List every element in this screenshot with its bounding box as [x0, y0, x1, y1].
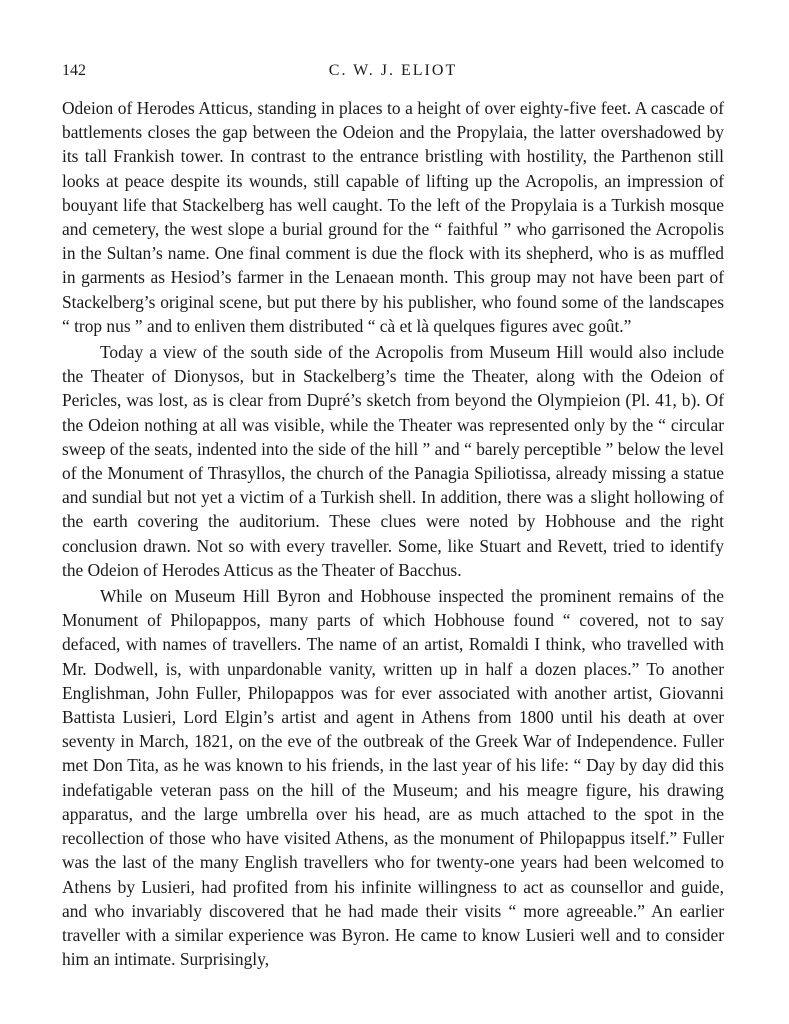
body-text — [62, 96, 724, 971]
document-page — [62, 60, 724, 971]
paragraph-continued: Odeion of Herodes Atticus, standing in places to a height of over eighty-five feet. A cascade of battlements closes the gap between the Odeion and the Propylaia, the latter overshadowed by its tall Frankish tower. In contrast to the entrance bristling with hostility, the Parthenon still looks at peace despite its wounds, still capable of lifting up the Acropolis, an impression of bouyant life that Stackelberg has well caught. To the left of the Propylaia is a Turkish mosque and cemetery, the west slope a burial ground for the “ faithful ” who garrisoned the Acropolis in the Sultan’s name. One final comment is due the flock with its shepherd, who is as muffled in garments as Hesiod’s farmer in the Lenaean month. This group may not have been part of Stackelberg’s original scene, but put there by his publisher, who found some of the landscapes “ trop nus ” and to enliven them distributed “ cà et là quelques figures avec goût.” — [62, 98, 724, 336]
paragraph: While on Museum Hill Byron and Hobhouse inspected the prominent remains of the Monument of Philopappos, many parts of which Hobhouse found “ covered, not to say defaced, with names of travellers. The name of an artist, Romaldi I think, who travelled with Mr. Dodwell, is, with unpardonable vanity, written up in half a dozen places.” To another Englishman, John Fuller, Philopappos was for ever associated with another artist, Giovanni Battista Lusieri, Lord Elgin’s artist and agent in Athens from 1800 until his death at over seventy in March, 1821, on the eve of the outbreak of the Greek War of Independence. Fuller met Don Tita, as he was known to his friends, in the last year of his life: “ Day by day did this indefatigable veteran pass on the hill of the Museum; and his meagre figure, his drawing apparatus, and the large umbrella over his head, are as much attached to the spot in the recollection of those who have visited Athens, as the monument of Philopappus itself.” Fuller was the last of the many English travellers who for twenty-one years had been welcomed to Athens by Lusieri, had profited from his infinite willingness to act as counsellor and guide, and who invariably discovered that he had made their visits “ more agreeable.” An earlier traveller with a similar experience was Byron. He came to know Lusieri well and to consider him an intimate. Surprisingly, — [62, 586, 724, 970]
running-head: C. W. J. ELIOT — [328, 62, 458, 79]
paragraph: Today a view of the south side of the Acropolis from Museum Hill would also include the Theater of Dionysos, but in Stackelberg’s time the Theater, along with the Odeion of Pericles, was lost, as is clear from Dupré’s sketch from beyond the Olympieion (Pl. 41, b). Of the Odeion nothing at all was visible, while the Theater was represented only by the “ circular sweep of the seats, indented into the side of the hill ” and “ barely perceptible ” below the level of the Monument of Thrasyllos, the church of the Panagia Spiliotissa, already missing a statue and sundial but not yet a victim of a Turkish shell. In addition, there was a slight hollowing of the earth covering the auditorium. These clues were noted by Hobhouse and the right conclusion drawn. Not so with every traveller. Some, like Stuart and Revett, tried to identify the Odeion of Herodes Atticus as the Theater of Bacchus. — [62, 342, 724, 580]
page-header — [62, 60, 724, 86]
page-number: 142 — [62, 62, 86, 79]
